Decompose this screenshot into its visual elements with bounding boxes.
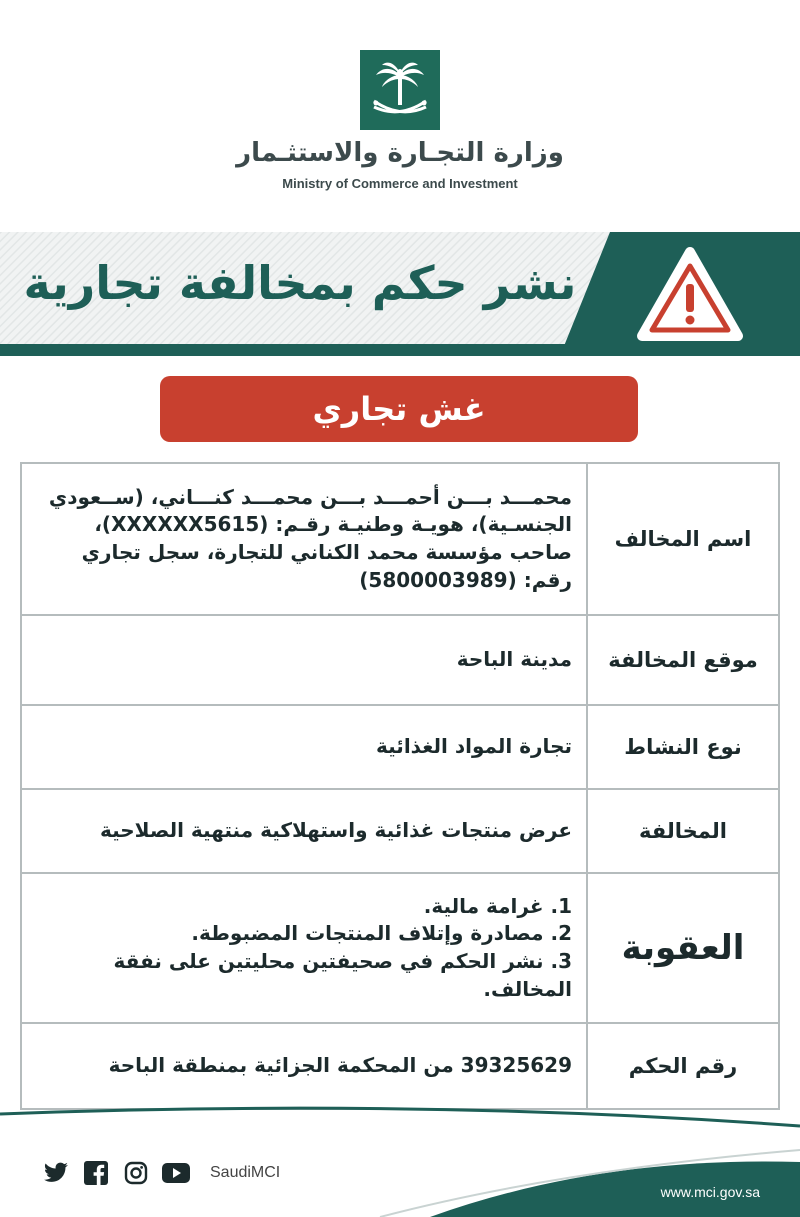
violation-value: عرض منتجات غذائية واستهلاكية منتهية الصلاحية bbox=[20, 790, 586, 872]
row-label: موقع المخالفة bbox=[586, 616, 780, 704]
penalty-item: 2. مصادرة وإتلاف المنتجات المضبوطة. bbox=[191, 921, 572, 946]
instagram-icon[interactable] bbox=[122, 1159, 150, 1187]
table-row-violation bbox=[20, 790, 780, 874]
twitter-icon[interactable] bbox=[42, 1159, 70, 1187]
social-links bbox=[42, 1158, 280, 1188]
violation-details-table bbox=[20, 462, 780, 1110]
facebook-icon[interactable] bbox=[82, 1159, 110, 1187]
ruling-number-value: 39325629 من المحكمة الجزائية بمنطقة الباحة bbox=[20, 1024, 586, 1108]
penalty-item: 3. نشر الحكم في صحيفتين محليتين على نفقة المخالف. bbox=[113, 949, 572, 1001]
penalty-item: 1. غرامة مالية. bbox=[423, 893, 572, 918]
violation-category-badge: غش تجاري bbox=[160, 376, 638, 442]
table-row-ruling-number bbox=[20, 1024, 780, 1110]
palm-swords-emblem-icon bbox=[368, 57, 432, 123]
row-label: المخالفة bbox=[586, 790, 780, 872]
table-row-violator-name bbox=[20, 464, 780, 616]
banner-title: نشر حكم بمخالفة تجارية bbox=[23, 256, 577, 310]
penalty-value bbox=[20, 874, 586, 1022]
row-label: نوع النشاط bbox=[586, 706, 780, 788]
website-link[interactable]: www.mci.gov.sa bbox=[660, 1184, 760, 1200]
ministry-logo bbox=[360, 50, 440, 130]
social-handle[interactable]: SaudiMCI bbox=[210, 1164, 281, 1181]
table-row-penalty bbox=[20, 874, 780, 1024]
ministry-name-arabic: وزارة التجـارة والاستثـمار bbox=[236, 138, 564, 168]
row-label: العقوبة bbox=[586, 874, 780, 1022]
row-label: رقم الحكم bbox=[586, 1024, 780, 1108]
table-row-location bbox=[20, 616, 780, 706]
location-value: مدينة الباحة bbox=[20, 616, 586, 704]
ministry-name-english: Ministry of Commerce and Investment bbox=[282, 176, 518, 191]
row-label: اسم المخالف bbox=[586, 464, 780, 614]
penalty-list bbox=[36, 893, 572, 1003]
youtube-icon[interactable] bbox=[162, 1159, 190, 1187]
violator-name-value: محمـــد بـــن أحمـــد بـــن محمـــد كنـــاني، (ســعودي الجنسـية)، هويـة وطنيـة رقـم: (XXXXXX5615)، صاحب مؤسسة محمد الكناني للتجارة، سجل تجاري رقم: (5800003989) bbox=[20, 464, 586, 614]
table-row-activity bbox=[20, 706, 780, 790]
activity-value: تجارة المواد الغذائية bbox=[20, 706, 586, 788]
